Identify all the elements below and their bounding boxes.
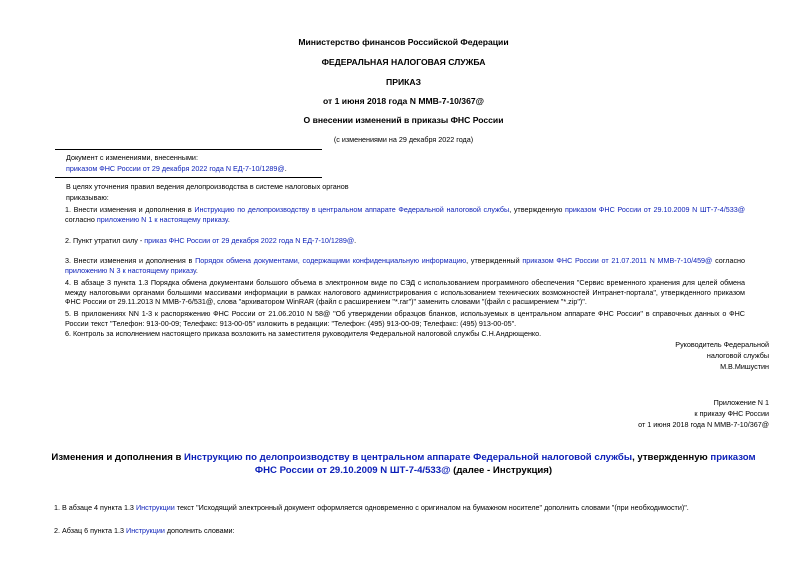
- section-instruction-link[interactable]: Инструкцию по делопроизводству в центральном аппарате Федеральной налоговой службы: [184, 452, 633, 463]
- item-1: 1. Внести изменения и дополнения в Инструкцию по делопроизводству в центральном аппарате Федеральной налоговой службы, утвержденную приказом ФНС России от 29.10.2009 N ШТ-7-4/533@ согласно приложению N 1 к настоящему приказу.: [65, 205, 746, 224]
- appendix-label: Приложение N 1: [713, 398, 769, 407]
- order-459-link[interactable]: приказом ФНС России от 21.07.2011 N ММВ-7-10/459@: [522, 256, 713, 265]
- annex-item-2-link[interactable]: Инструкции: [126, 526, 165, 535]
- signature-line2: налоговой службы: [706, 351, 769, 360]
- service-heading: ФЕДЕРАЛЬНАЯ НАЛОГОВАЯ СЛУЖБА: [321, 57, 486, 67]
- item-3: 3. Внести изменения и дополнения в Порядок обмена документами, содержащими конфиденциальную информацию, утвержденный приказом ФНС России от 21.07.2011 N ММВ-7-10/459@ согласно приложению N 3 к настоящему приказу.: [65, 256, 746, 275]
- section-order-link[interactable]: приказом ФНС России от 29.10.2009 N ШТ-7-4/533@: [254, 452, 756, 476]
- signature-line1: Руководитель Федеральной: [675, 340, 769, 349]
- ministry-heading: Министерство финансов Российской Федерации: [298, 37, 509, 47]
- bottom-divider: [55, 177, 322, 178]
- appendix-1-link[interactable]: приложению N 1 к настоящему приказу: [96, 214, 228, 224]
- preamble-line2: приказываю:: [66, 193, 109, 202]
- changes-note-link[interactable]: приказом ФНС России от 29 декабря 2022 года N ЕД-7-10/1289@: [66, 164, 285, 173]
- appendix-date: от 1 июня 2018 года N ММВ-7-10/367@: [638, 420, 769, 429]
- preamble-line1: В целях уточнения правил ведения делопроизводства в системе налоговых органов: [66, 182, 349, 191]
- confidential-procedure-link[interactable]: Порядок обмена документами, содержащими конфиденциальную информацию: [195, 256, 467, 265]
- signature-name: М.В.Мишустин: [720, 362, 769, 371]
- item-4: 4. В абзаце 3 пункта 1.3 Порядка обмена документами большого объема в электронном виде по СЭД с использованием программного обеспечения "Сервис временного хранения для целей обмена между налоговыми органами большими массивами информации в рамках налогового администрирования с использованием технических возможностей Интранет-портала", утвержденного приказом ФНС России от 29.11.2013 N ММВ-7-6/531@, слова "архиватором WinRAR (файл с расширением "*.rar")" заменить словами "(файл с расширением "*.zip")".: [65, 278, 745, 307]
- item-5: 5. В приложениях NN 1-3 к распоряжению ФНС России от 21.06.2010 N 58@ "Об утверждении образцов бланков, используемых в центральном аппарате ФНС России" в справочных данных о ФНС России текст "Телефон: 913-00-09; Телефакс: 913-00-05" изложить в редакции: "Телефон: (495) 913-00-09; Телефакс: (495) 913-00-05".: [65, 309, 745, 328]
- order-1289-link[interactable]: приказ ФНС России от 29 декабря 2022 года N ЕД-7-10/1289@: [144, 236, 355, 245]
- item-2: 2. Пункт утратил силу - приказ ФНС России от 29 декабря 2022 года N ЕД-7-10/1289@.: [65, 236, 357, 245]
- instruction-link[interactable]: Инструкцию по делопроизводству в центральном аппарате Федеральной налоговой службы: [194, 205, 510, 214]
- annex-item-1-link[interactable]: Инструкции: [135, 503, 175, 512]
- top-divider: [55, 149, 322, 150]
- doc-type-heading: ПРИКАЗ: [386, 77, 421, 87]
- doc-date-heading: от 1 июня 2018 года N ММВ-7-10/367@: [322, 96, 485, 106]
- section-heading: Изменения и дополнения в Инструкцию по делопроизводству в центральном аппарате Федеральной налоговой службы, утвержденную приказом ФНС России от 29.10.2009 N ШТ-7-4/533@ (далее - Инструкция): [51, 452, 756, 476]
- order-533-link[interactable]: приказом ФНС России от 29.10.2009 N ШТ-7-4/533@: [565, 205, 746, 214]
- doc-title-heading: О внесении изменений в приказы ФНС России: [303, 115, 504, 125]
- item-6: 6. Контроль за исполнением настоящего приказа возложить на заместителя руководителя Федеральной налоговой службы С.Н.Андрющенко.: [65, 329, 542, 338]
- annex-item-2: 2. Абзац 6 пункта 1.3 Инструкции дополнить словами:: [54, 526, 235, 535]
- appendix-3-link[interactable]: приложению N 3 к настоящему приказу: [65, 265, 196, 275]
- appendix-order: к приказу ФНС России: [694, 409, 769, 418]
- doc-status: (с изменениями на 29 декабря 2022 года): [333, 135, 474, 144]
- changes-note-label: Документ с изменениями, внесенными:: [66, 153, 198, 162]
- annex-item-1: 1. В абзаце 4 пункта 1.3 Инструкции текст "Исходящий электронный документ оформляется одновременно с оригиналом на бумажном носителе" дополнить словами "(при необходимости)".: [54, 503, 689, 512]
- changes-note-line: приказом ФНС России от 29 декабря 2022 года N ЕД-7-10/1289@.: [66, 164, 287, 173]
